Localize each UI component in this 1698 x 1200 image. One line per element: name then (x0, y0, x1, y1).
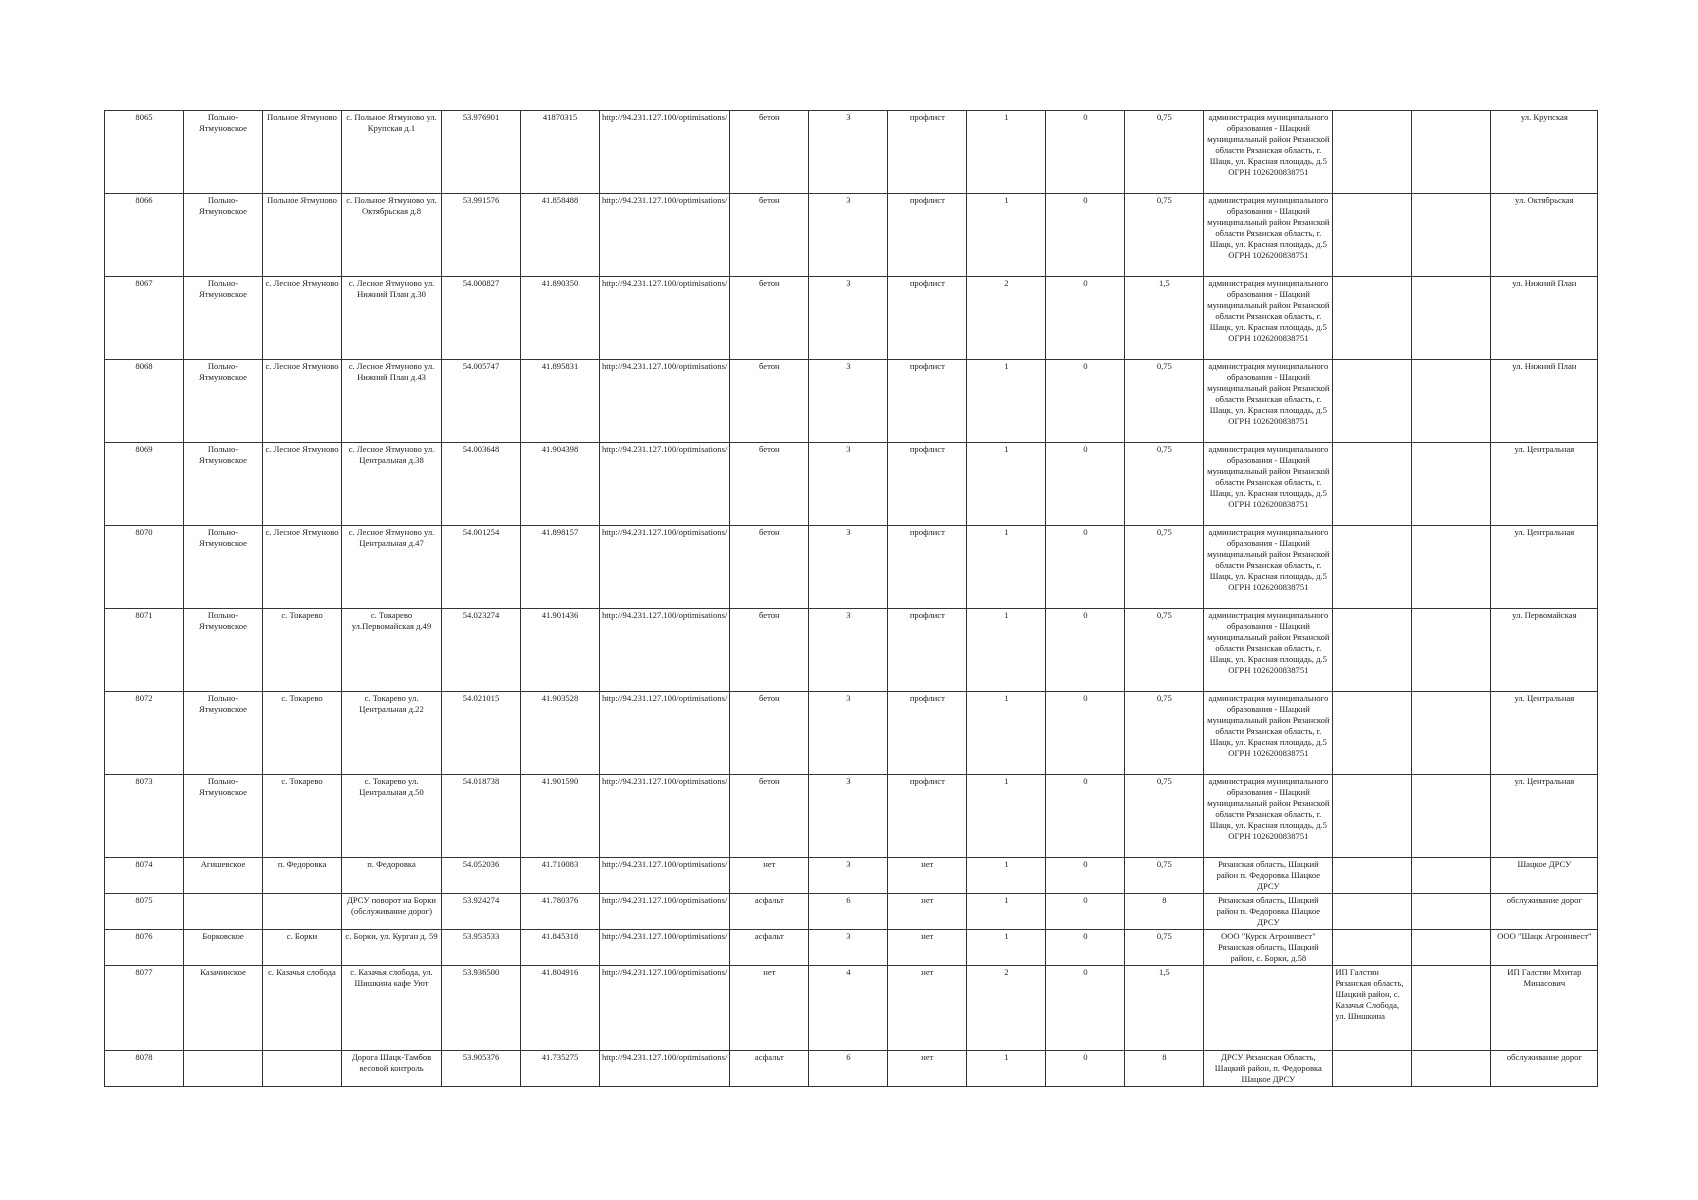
table-row (105, 277, 1598, 360)
village-cell: Польное Ятмуново (263, 194, 342, 277)
ip-extra-cell (1412, 194, 1491, 277)
bins-cell: 1 (967, 894, 1046, 930)
bins-extra-cell: 0 (1046, 775, 1125, 858)
bins-cell: 1 (967, 111, 1046, 194)
longitude-cell: 41.904398 (521, 443, 600, 526)
ip-cell (1333, 775, 1412, 858)
fence-cell: профлист (888, 775, 967, 858)
row-number: 8070 (105, 526, 184, 609)
latitude-cell: 54.021015 (442, 692, 521, 775)
owner-cell: администрация муниципального образования - Шацкий муниципальный район Рязанской области Рязанская область, г. Шацк, ул. Красная площадь, д.5 ОГРН 1026200838751 (1204, 609, 1333, 692)
bins-cell: 1 (967, 858, 1046, 894)
longitude-cell: 41.901436 (521, 609, 600, 692)
ip-extra-cell (1412, 930, 1491, 966)
village-cell: с. Лесное Ятмуново (263, 526, 342, 609)
owner-cell: администрация муниципального образования - Шацкий муниципальный район Рязанской области Рязанская область, г. Шацк, ул. Красная площадь, д.5 ОГРН 1026200838751 (1204, 443, 1333, 526)
source-cell: ИП Галстян Мхитар Минасович (1491, 966, 1598, 1051)
fence-cell: профлист (888, 609, 967, 692)
volume-cell: 8 (1125, 1051, 1204, 1087)
longitude-cell: 41.903528 (521, 692, 600, 775)
ip-cell (1333, 194, 1412, 277)
address-cell: с. Лесное Ятмуново ул. Центральная д.38 (342, 443, 442, 526)
village-cell (263, 1051, 342, 1087)
bins-cell: 1 (967, 526, 1046, 609)
ip-cell (1333, 894, 1412, 930)
bins-cell: 1 (967, 1051, 1046, 1087)
source-cell: ООО "Шацк Агроинвест" (1491, 930, 1598, 966)
surface-cell: нет (730, 858, 809, 894)
fence-cell: нет (888, 894, 967, 930)
url-cell: http://94.231.127.100/optimisations/ (600, 930, 730, 966)
surface-cell: асфальт (730, 894, 809, 930)
row-number: 8069 (105, 443, 184, 526)
table-row (105, 1051, 1598, 1087)
url-cell: http://94.231.127.100/optimisations/ (600, 966, 730, 1051)
source-cell: ул. Центральная (1491, 526, 1598, 609)
fence-cell: профлист (888, 692, 967, 775)
table-row (105, 966, 1598, 1051)
surface-cell: бетон (730, 443, 809, 526)
source-cell: Шацкое ДРСУ (1491, 858, 1598, 894)
settlement-cell: Польно-Ятмуновское (184, 609, 263, 692)
row-number: 8065 (105, 111, 184, 194)
village-cell: с. Токарево (263, 775, 342, 858)
settlement-cell: Борковское (184, 930, 263, 966)
settlement-cell: Польно-Ятмуновское (184, 443, 263, 526)
bins-extra-cell: 0 (1046, 194, 1125, 277)
volume-cell: 0,75 (1125, 775, 1204, 858)
latitude-cell: 53.905376 (442, 1051, 521, 1087)
settlement-cell (184, 894, 263, 930)
bins-extra-cell: 0 (1046, 692, 1125, 775)
address-cell: с. Борки, ул. Курган д. 59 (342, 930, 442, 966)
owner-cell: Рязанская область, Шацкий район п. Федоровка Шацкое ДРСУ (1204, 894, 1333, 930)
village-cell: с. Борки (263, 930, 342, 966)
village-cell: с. Токарево (263, 692, 342, 775)
area-cell: 3 (809, 775, 888, 858)
area-cell: 3 (809, 692, 888, 775)
volume-cell: 0,75 (1125, 443, 1204, 526)
ip-extra-cell (1412, 360, 1491, 443)
surface-cell: бетон (730, 526, 809, 609)
bins-extra-cell: 0 (1046, 277, 1125, 360)
url-cell: http://94.231.127.100/optimisations/ (600, 111, 730, 194)
owner-cell (1204, 966, 1333, 1051)
village-cell: с. Лесное Ятмуново (263, 443, 342, 526)
surface-cell: бетон (730, 692, 809, 775)
owner-cell: администрация муниципального образования - Шацкий муниципальный район Рязанской области Рязанская область, г. Шацк, ул. Красная площадь, д.5 ОГРН 1026200838751 (1204, 194, 1333, 277)
ip-cell (1333, 692, 1412, 775)
latitude-cell: 53.924274 (442, 894, 521, 930)
url-cell: http://94.231.127.100/optimisations/ (600, 609, 730, 692)
volume-cell: 0,75 (1125, 111, 1204, 194)
volume-cell: 1,5 (1125, 966, 1204, 1051)
settlement-cell: Польно-Ятмуновское (184, 692, 263, 775)
row-number: 8066 (105, 194, 184, 277)
table-row (105, 194, 1598, 277)
row-number: 8074 (105, 858, 184, 894)
longitude-cell: 41.898157 (521, 526, 600, 609)
source-cell: обслуживание дорог (1491, 894, 1598, 930)
source-cell: ул. Нижний План (1491, 360, 1598, 443)
url-cell: http://94.231.127.100/optimisations/ (600, 194, 730, 277)
owner-cell: администрация муниципального образования - Шацкий муниципальный район Рязанской области Рязанская область, г. Шацк, ул. Красная площадь, д.5 ОГРН 1026200838751 (1204, 277, 1333, 360)
row-number: 8068 (105, 360, 184, 443)
village-cell: с. Казачья слобода (263, 966, 342, 1051)
url-cell: http://94.231.127.100/optimisations/ (600, 692, 730, 775)
bins-cell: 2 (967, 966, 1046, 1051)
address-cell: с. Токарево ул. Центральная д.50 (342, 775, 442, 858)
longitude-cell: 41.890350 (521, 277, 600, 360)
volume-cell: 0,75 (1125, 858, 1204, 894)
area-cell: 6 (809, 1051, 888, 1087)
source-cell: ул. Первомайская (1491, 609, 1598, 692)
settlement-cell (184, 1051, 263, 1087)
row-number: 8077 (105, 966, 184, 1051)
latitude-cell: 54.001254 (442, 526, 521, 609)
bins-cell: 1 (967, 609, 1046, 692)
village-cell: п. Федоровка (263, 858, 342, 894)
owner-cell: администрация муниципального образования - Шацкий муниципальный район Рязанской области Рязанская область, г. Шацк, ул. Красная площадь, д.5 ОГРН 1026200838751 (1204, 692, 1333, 775)
surface-cell: нет (730, 966, 809, 1051)
address-cell: с. Лесное Ятмуново ул. Центральная д.47 (342, 526, 442, 609)
area-cell: 3 (809, 526, 888, 609)
table-row (105, 111, 1598, 194)
ip-extra-cell (1412, 111, 1491, 194)
fence-cell: профлист (888, 194, 967, 277)
row-number: 8073 (105, 775, 184, 858)
bins-extra-cell: 0 (1046, 930, 1125, 966)
url-cell: http://94.231.127.100/optimisations/ (600, 1051, 730, 1087)
fence-cell: профлист (888, 360, 967, 443)
fence-cell: профлист (888, 526, 967, 609)
latitude-cell: 53.976901 (442, 111, 521, 194)
settlement-cell: Польно-Ятмуновское (184, 277, 263, 360)
address-cell: с. Лесное Ятмуново ул. Нижний План д.30 (342, 277, 442, 360)
area-cell: 3 (809, 360, 888, 443)
ip-extra-cell (1412, 966, 1491, 1051)
ip-cell (1333, 930, 1412, 966)
longitude-cell: 41.901590 (521, 775, 600, 858)
row-number: 8078 (105, 1051, 184, 1087)
latitude-cell: 54.023274 (442, 609, 521, 692)
surface-cell: бетон (730, 111, 809, 194)
latitude-cell: 54.005747 (442, 360, 521, 443)
table-row (105, 609, 1598, 692)
ip-extra-cell (1412, 609, 1491, 692)
village-cell: с. Лесное Ятмуново (263, 277, 342, 360)
longitude-cell: 41.735275 (521, 1051, 600, 1087)
settlement-cell: Польно-Ятмуновское (184, 526, 263, 609)
bins-extra-cell: 0 (1046, 111, 1125, 194)
volume-cell: 0,75 (1125, 692, 1204, 775)
area-cell: 3 (809, 858, 888, 894)
url-cell: http://94.231.127.100/optimisations/ (600, 894, 730, 930)
surface-cell: бетон (730, 277, 809, 360)
settlement-cell: Польно-Ятмуновское (184, 194, 263, 277)
village-cell: с. Лесное Ятмуново (263, 360, 342, 443)
bins-extra-cell: 0 (1046, 609, 1125, 692)
longitude-cell: 41.710083 (521, 858, 600, 894)
settlement-cell: Польно-Ятмуновское (184, 775, 263, 858)
ip-cell (1333, 443, 1412, 526)
surface-cell: бетон (730, 194, 809, 277)
volume-cell: 0,75 (1125, 930, 1204, 966)
fence-cell: профлист (888, 443, 967, 526)
source-cell: обслуживание дорог (1491, 1051, 1598, 1087)
owner-cell: администрация муниципального образования - Шацкий муниципальный район Рязанской области Рязанская область, г. Шацк, ул. Красная площадь, д.5 ОГРН 1026200838751 (1204, 360, 1333, 443)
ip-extra-cell (1412, 277, 1491, 360)
longitude-cell: 41.858488 (521, 194, 600, 277)
village-cell: Польное Ятмуново (263, 111, 342, 194)
owner-cell: администрация муниципального образования - Шацкий муниципальный район Рязанской области Рязанская область, г. Шацк, ул. Красная площадь, д.5 ОГРН 1026200838751 (1204, 111, 1333, 194)
longitude-cell: 41870315 (521, 111, 600, 194)
url-cell: http://94.231.127.100/optimisations/ (600, 443, 730, 526)
fence-cell: нет (888, 966, 967, 1051)
address-cell: с. Токарево ул.Первомайская д.49 (342, 609, 442, 692)
url-cell: http://94.231.127.100/optimisations/ (600, 277, 730, 360)
ip-extra-cell (1412, 894, 1491, 930)
address-cell: п. Федоровка (342, 858, 442, 894)
ip-extra-cell (1412, 775, 1491, 858)
bins-extra-cell: 0 (1046, 894, 1125, 930)
bins-cell: 1 (967, 692, 1046, 775)
bins-extra-cell: 0 (1046, 966, 1125, 1051)
ip-extra-cell (1412, 858, 1491, 894)
table-row (105, 692, 1598, 775)
settlement-cell: Агишевское (184, 858, 263, 894)
ip-extra-cell (1412, 692, 1491, 775)
bins-cell: 1 (967, 360, 1046, 443)
address-cell: с. Лесное Ятмуново ул. Нижний План д.43 (342, 360, 442, 443)
surface-cell: асфальт (730, 1051, 809, 1087)
latitude-cell: 53.991576 (442, 194, 521, 277)
source-cell: ул. Центральная (1491, 692, 1598, 775)
ip-extra-cell (1412, 1051, 1491, 1087)
source-cell: ул. Центральная (1491, 443, 1598, 526)
latitude-cell: 54.052036 (442, 858, 521, 894)
area-cell: 3 (809, 194, 888, 277)
owner-cell: ДРСУ Рязанская Область, Шацкий район, п. Федоровка Шацкое ДРСУ (1204, 1051, 1333, 1087)
area-cell: 3 (809, 111, 888, 194)
ip-cell: ИП Галстян Рязанская область, Шацкий район, с. Казачья Слобода, ул. Шишкина (1333, 966, 1412, 1051)
row-number: 8076 (105, 930, 184, 966)
fence-cell: нет (888, 1051, 967, 1087)
fence-cell: профлист (888, 277, 967, 360)
address-cell: с. Токарево ул. Центральная д.22 (342, 692, 442, 775)
ip-cell (1333, 526, 1412, 609)
bins-cell: 1 (967, 443, 1046, 526)
area-cell: 3 (809, 443, 888, 526)
bins-cell: 1 (967, 930, 1046, 966)
area-cell: 6 (809, 894, 888, 930)
owner-cell: ООО "Курск Агроинвест" Рязанская область, Шацкий район, с. Борки, д.58 (1204, 930, 1333, 966)
row-number: 8072 (105, 692, 184, 775)
area-cell: 3 (809, 609, 888, 692)
address-cell: с. Польное Ятмуново ул. Крупская д.1 (342, 111, 442, 194)
surface-cell: бетон (730, 775, 809, 858)
address-cell: с. Казачья слобода, ул. Шишкина кафе Уют (342, 966, 442, 1051)
longitude-cell: 41.780376 (521, 894, 600, 930)
bins-extra-cell: 0 (1046, 526, 1125, 609)
bins-cell: 1 (967, 194, 1046, 277)
table-row (105, 360, 1598, 443)
row-number: 8067 (105, 277, 184, 360)
ip-cell (1333, 609, 1412, 692)
fence-cell: нет (888, 858, 967, 894)
latitude-cell: 53.936500 (442, 966, 521, 1051)
ip-extra-cell (1412, 443, 1491, 526)
ip-cell (1333, 1051, 1412, 1087)
ip-cell (1333, 360, 1412, 443)
fence-cell: нет (888, 930, 967, 966)
ip-cell (1333, 858, 1412, 894)
settlement-cell: Польно-Ятмуновское (184, 360, 263, 443)
village-cell (263, 894, 342, 930)
latitude-cell: 54.000827 (442, 277, 521, 360)
address-cell: Дорога Шацк-Тамбов весовой контроль (342, 1051, 442, 1087)
bins-extra-cell: 0 (1046, 360, 1125, 443)
bins-extra-cell: 0 (1046, 1051, 1125, 1087)
owner-cell: администрация муниципального образования - Шацкий муниципальный район Рязанской области Рязанская область, г. Шацк, ул. Красная площадь, д.5 ОГРН 1026200838751 (1204, 526, 1333, 609)
area-cell: 4 (809, 966, 888, 1051)
volume-cell: 0,75 (1125, 360, 1204, 443)
table-row (105, 775, 1598, 858)
table-row (105, 443, 1598, 526)
ip-cell (1333, 277, 1412, 360)
longitude-cell: 41.845318 (521, 930, 600, 966)
address-cell: с. Польное Ятмуново ул. Октябрьская д.8 (342, 194, 442, 277)
surface-cell: бетон (730, 360, 809, 443)
bins-cell: 2 (967, 277, 1046, 360)
row-number: 8075 (105, 894, 184, 930)
latitude-cell: 54.018738 (442, 775, 521, 858)
volume-cell: 1,5 (1125, 277, 1204, 360)
area-cell: 3 (809, 930, 888, 966)
latitude-cell: 54.003648 (442, 443, 521, 526)
volume-cell: 0,75 (1125, 194, 1204, 277)
url-cell: http://94.231.127.100/optimisations/ (600, 858, 730, 894)
bins-extra-cell: 0 (1046, 443, 1125, 526)
table-row (105, 526, 1598, 609)
row-number: 8071 (105, 609, 184, 692)
settlement-cell: Казачинское (184, 966, 263, 1051)
source-cell: ул. Крупская (1491, 111, 1598, 194)
village-cell: с. Токарево (263, 609, 342, 692)
settlement-cell: Польно-Ятмуновское (184, 111, 263, 194)
owner-cell: Рязанская область, Шацкий район п. Федоровка Шацкое ДРСУ (1204, 858, 1333, 894)
url-cell: http://94.231.127.100/optimisations/ (600, 360, 730, 443)
area-cell: 3 (809, 277, 888, 360)
volume-cell: 0,75 (1125, 609, 1204, 692)
fence-cell: профлист (888, 111, 967, 194)
surface-cell: асфальт (730, 930, 809, 966)
source-cell: ул. Октябрьская (1491, 194, 1598, 277)
registry-table (104, 110, 1598, 1087)
table-row (105, 894, 1598, 930)
longitude-cell: 41.804916 (521, 966, 600, 1051)
bins-extra-cell: 0 (1046, 858, 1125, 894)
source-cell: ул. Нижний План (1491, 277, 1598, 360)
surface-cell: бетон (730, 609, 809, 692)
longitude-cell: 41.895831 (521, 360, 600, 443)
source-cell: ул. Центральная (1491, 775, 1598, 858)
bins-cell: 1 (967, 775, 1046, 858)
ip-cell (1333, 111, 1412, 194)
address-cell: ДРСУ поворот на Борки (обслуживание дорог) (342, 894, 442, 930)
volume-cell: 0,75 (1125, 526, 1204, 609)
table-row (105, 930, 1598, 966)
table-row (105, 858, 1598, 894)
owner-cell: администрация муниципального образования - Шацкий муниципальный район Рязанской области Рязанская область, г. Шацк, ул. Красная площадь, д.5 ОГРН 1026200838751 (1204, 775, 1333, 858)
ip-extra-cell (1412, 526, 1491, 609)
volume-cell: 8 (1125, 894, 1204, 930)
latitude-cell: 53.953533 (442, 930, 521, 966)
url-cell: http://94.231.127.100/optimisations/ (600, 526, 730, 609)
url-cell: http://94.231.127.100/optimisations/ (600, 775, 730, 858)
